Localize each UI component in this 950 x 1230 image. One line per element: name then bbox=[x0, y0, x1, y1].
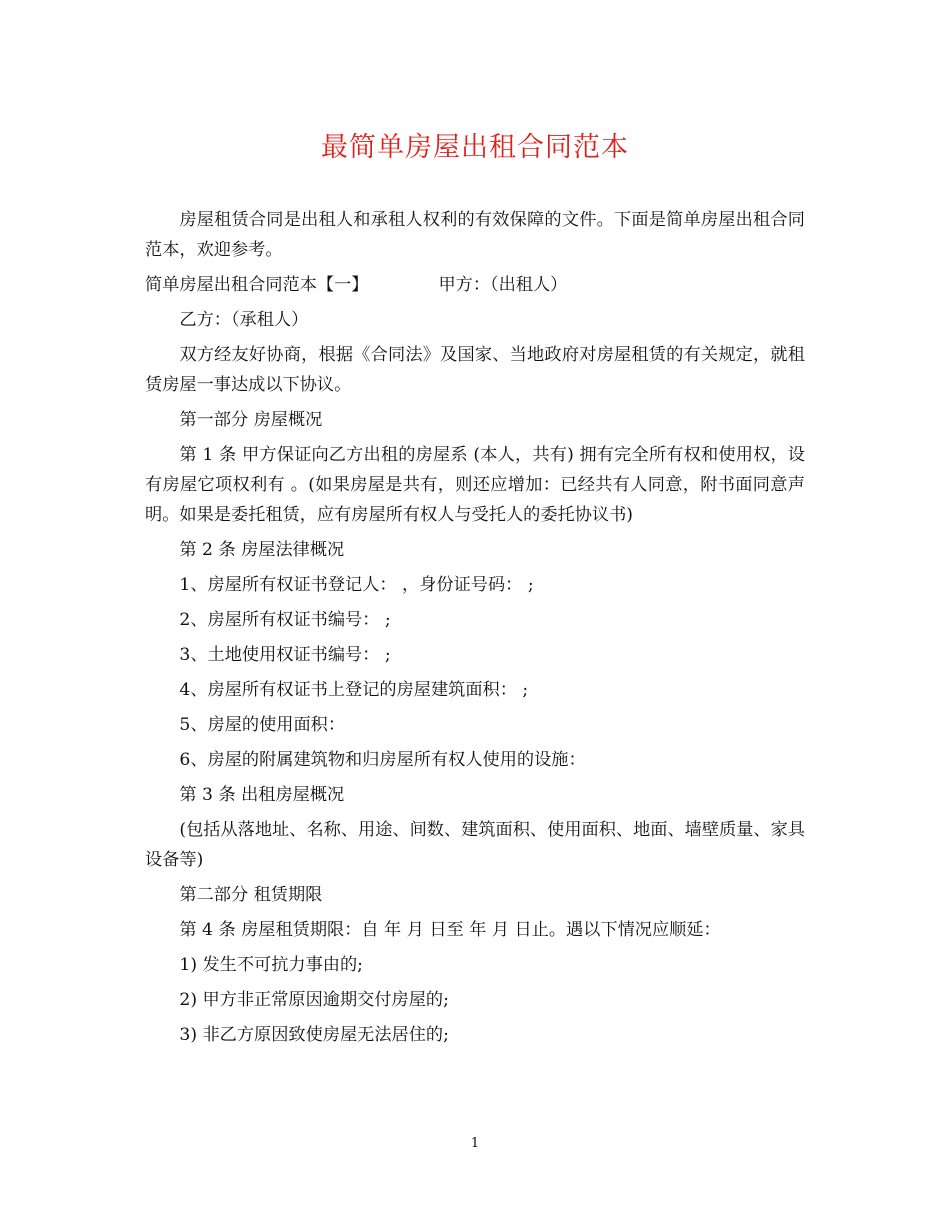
document-title: 最简单房屋出租合同范本 bbox=[321, 132, 629, 163]
article1-paragraph: 第 1 条 甲方保证向乙方出租的房屋系 (本人，共有) 拥有完全所有权和使用权，设有房屋它项权利有 。(如果房屋是共有，则还应增加：已经共有人同意，附书面同意声明。如果是委托租赁，应有房屋所有权人与受托人的委托协议书) bbox=[145, 445, 805, 525]
list-item: 6、房屋的附属建筑物和归房屋所有权人使用的设施： bbox=[179, 750, 586, 770]
party-b-label: 乙方：（承租人） bbox=[179, 310, 309, 330]
page-number: 1 bbox=[470, 1136, 480, 1151]
condition-item: 1) 发生不可抗力事由的; bbox=[179, 955, 363, 975]
list-item: 2、房屋所有权证书编号： ; bbox=[179, 610, 391, 630]
list-item: 3、土地使用权证书编号： ; bbox=[179, 645, 391, 665]
party-a-label: 甲方：（出租人） bbox=[438, 275, 568, 295]
section-heading-line bbox=[145, 270, 805, 300]
article4-paragraph: 第 4 条 房屋租赁期限：自 年 月 日至 年 月 日止。遇以下情况应顺延： bbox=[179, 920, 721, 940]
article2-heading: 第 2 条 房屋法律概况 bbox=[179, 540, 345, 560]
condition-item: 3) 非乙方原因致使房屋无法居住的; bbox=[179, 1025, 449, 1045]
document-body bbox=[145, 205, 805, 1055]
condition-item: 2) 甲方非正常原因逾期交付房屋的; bbox=[179, 990, 449, 1010]
section-heading: 简单房屋出租合同范本【一】 bbox=[145, 275, 369, 295]
agreement-paragraph: 双方经友好协商，根据《合同法》及国家、当地政府对房屋租赁的有关规定，就租赁房屋一事达成以下协议。 bbox=[145, 345, 805, 395]
part2-heading: 第二部分 租赁期限 bbox=[179, 885, 323, 905]
intro-paragraph: 房屋租赁合同是出租人和承租人权利的有效保障的文件。下面是简单房屋出租合同范本，欢迎参考。 bbox=[145, 210, 805, 260]
article3-paragraph: (包括从落地址、名称、用途、间数、建筑面积、使用面积、地面、墙壁质量、家具设备等) bbox=[145, 820, 805, 870]
list-item: 4、房屋所有权证书上登记的房屋建筑面积： ; bbox=[179, 680, 529, 700]
list-item: 1、房屋所有权证书登记人： ，身份证号码： ; bbox=[179, 575, 534, 595]
part1-heading: 第一部分 房屋概况 bbox=[179, 410, 323, 430]
article3-heading: 第 3 条 出租房屋概况 bbox=[179, 785, 345, 805]
list-item: 5、房屋的使用面积： bbox=[179, 715, 346, 735]
